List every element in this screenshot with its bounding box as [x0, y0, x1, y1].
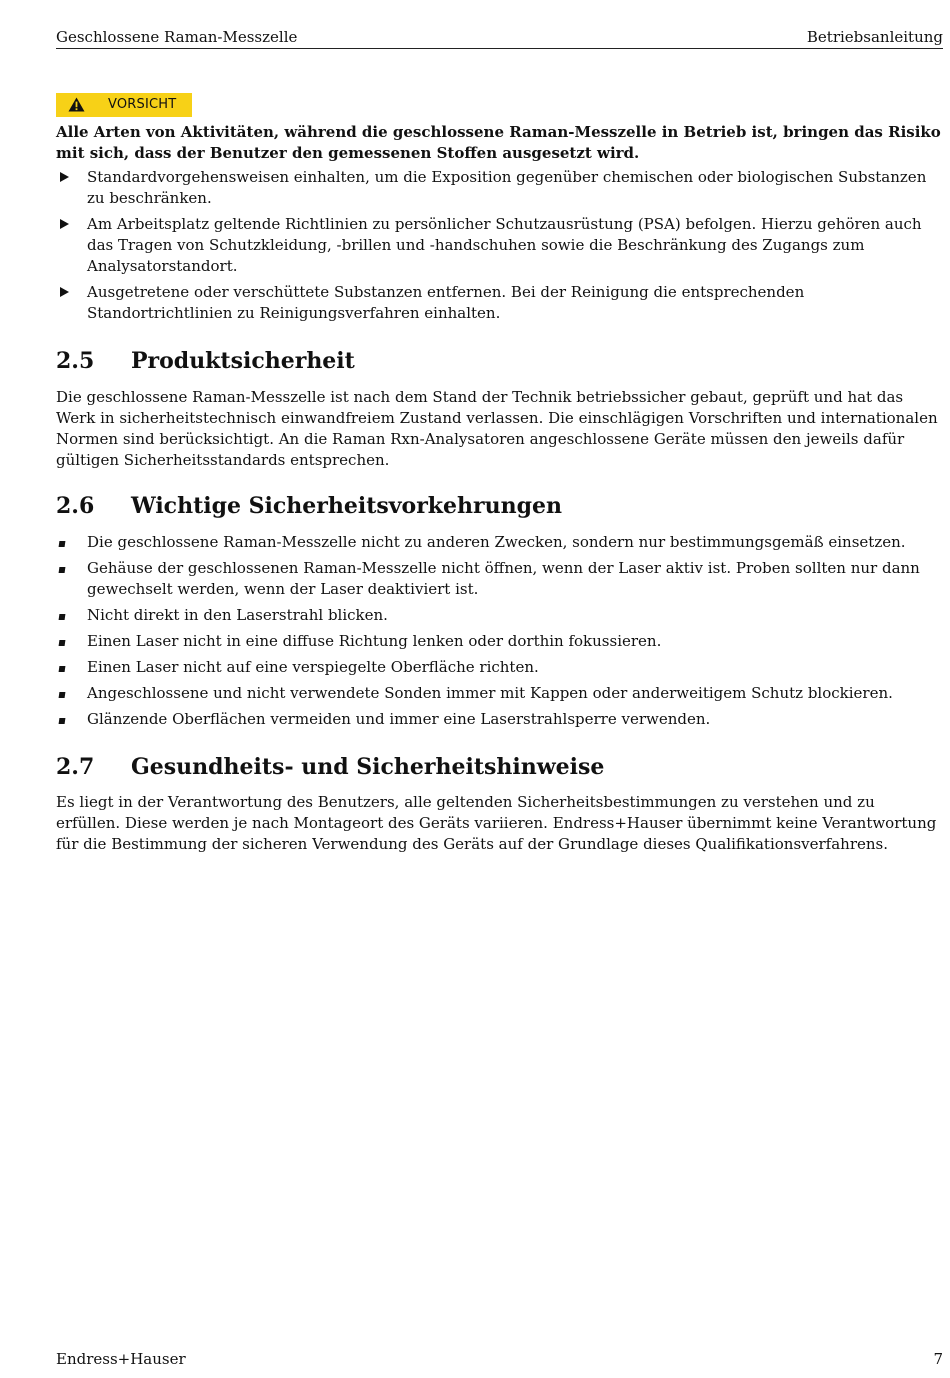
document-page	[56, 0, 943, 1378]
page-header	[56, 26, 943, 49]
section-title: Produktsicherheit	[131, 348, 355, 374]
list-item	[56, 683, 943, 704]
square-bullet-icon	[59, 666, 66, 672]
section-paragraph: Es liegt in der Verantwortung des Benutzers, alle geltenden Sicherheitsbestimmungen zu verstehen und zu erfüllen. Diese werden je nach Montageort des Geräts variieren. Endress+Hauser übernimmt keine Verantwortung für die Bestimmung der sicheren Verwendung des Geräts auf der Grundlage dieses Qualifikationsverfahrens.	[56, 793, 937, 853]
list-item	[56, 605, 943, 626]
list-item	[56, 657, 943, 678]
list-item	[56, 631, 943, 652]
list-item-text: Ausgetretene oder verschüttete Substanzen entfernen. Bei der Reinigung die entsprechenden Standortrichtlinien zu Reinigungsverfahren einhalten.	[87, 283, 805, 322]
section-paragraph: Die geschlossene Raman-Messzelle ist nach dem Stand der Technik betriebssicher gebaut, geprüft und hat das Werk in sicherheitstechnisch einwandfreiem Zustand verlassen. Die einschlägigen Vorschriften und internationalen Normen sind berücksichtigt. An die Raman Rxn-Analysatoren angeschlossene Geräte müssen den jeweils dafür gültigen Sicherheitsstandards entsprechen.	[56, 388, 938, 469]
list-item-text: Am Arbeitsplatz geltende Richtlinien zu persönlicher Schutzausrüstung (PSA) befolgen. Hierzu gehören auch das Tragen von Schutzkleidung, -brillen und -handschuhen sowie die Beschränkung des Zugangs zum Analysatorstandort.	[87, 215, 922, 275]
arrow-bullet-icon	[60, 172, 69, 182]
list-item-text: Einen Laser nicht auf eine verspiegelte Oberfläche richten.	[87, 658, 539, 676]
caution-badge-label: VORSICHT	[108, 97, 177, 112]
section-number: 2.7	[56, 754, 95, 780]
section-heading	[56, 346, 355, 376]
list-item-text: Glänzende Oberflächen vermeiden und immer eine Laserstrahlsperre verwenden.	[87, 710, 711, 728]
list-item-text: Standardvorgehensweisen einhalten, um die Exposition gegenüber chemischen oder biologischen Substanzen zu beschränken.	[87, 168, 927, 207]
section-title: Gesundheits- und Sicherheitshinweise	[131, 754, 605, 780]
square-bullet-icon	[59, 718, 66, 724]
arrow-bullet-icon	[60, 287, 69, 297]
header-document-title: Geschlossene Raman-Messzelle	[56, 28, 298, 46]
section-number: 2.5	[56, 348, 95, 374]
square-bullet-icon	[59, 692, 66, 698]
warning-triangle-icon	[68, 97, 85, 112]
footer-brand: Endress+Hauser	[56, 1350, 186, 1368]
section-title: Wichtige Sicherheitsvorkehrungen	[131, 493, 562, 519]
precautions-list	[56, 532, 943, 735]
list-item-text: Gehäuse der geschlossenen Raman-Messzelle nicht öffnen, wenn der Laser aktiv ist. Proben sollten nur dann gewechselt werden, wenn der Laser deaktiviert ist.	[87, 559, 920, 598]
section-heading	[56, 491, 562, 521]
arrow-bullet-icon	[60, 219, 69, 229]
square-bullet-icon	[59, 567, 66, 573]
list-item	[56, 214, 943, 277]
caution-badge	[56, 93, 192, 117]
caution-action-list	[56, 167, 943, 329]
list-item	[56, 558, 943, 600]
section-number: 2.6	[56, 493, 95, 519]
list-item	[56, 167, 943, 209]
caution-statement: Alle Arten von Aktivitäten, während die geschlossene Raman-Messzelle in Betrieb ist, bringen das Risiko mit sich, dass der Benutzer den gemessenen Stoffen ausgesetzt wird.	[56, 123, 941, 162]
square-bullet-icon	[59, 614, 66, 620]
section-heading	[56, 752, 604, 782]
list-item-text: Die geschlossene Raman-Messzelle nicht zu anderen Zwecken, sondern nur bestimmungsgemäß einsetzen.	[87, 533, 906, 551]
list-item-text: Nicht direkt in den Laserstrahl blicken.	[87, 606, 388, 624]
square-bullet-icon	[59, 541, 66, 547]
list-item	[56, 709, 943, 730]
list-item	[56, 532, 943, 553]
square-bullet-icon	[59, 640, 66, 646]
list-item-text: Einen Laser nicht in eine diffuse Richtung lenken oder dorthin fokussieren.	[87, 632, 662, 650]
list-item	[56, 282, 943, 324]
header-document-type: Betriebsanleitung	[806, 28, 943, 46]
page-number: 7	[933, 1350, 943, 1368]
list-item-text: Angeschlossene und nicht verwendete Sonden immer mit Kappen oder anderweitigem Schutz blockieren.	[87, 684, 893, 702]
